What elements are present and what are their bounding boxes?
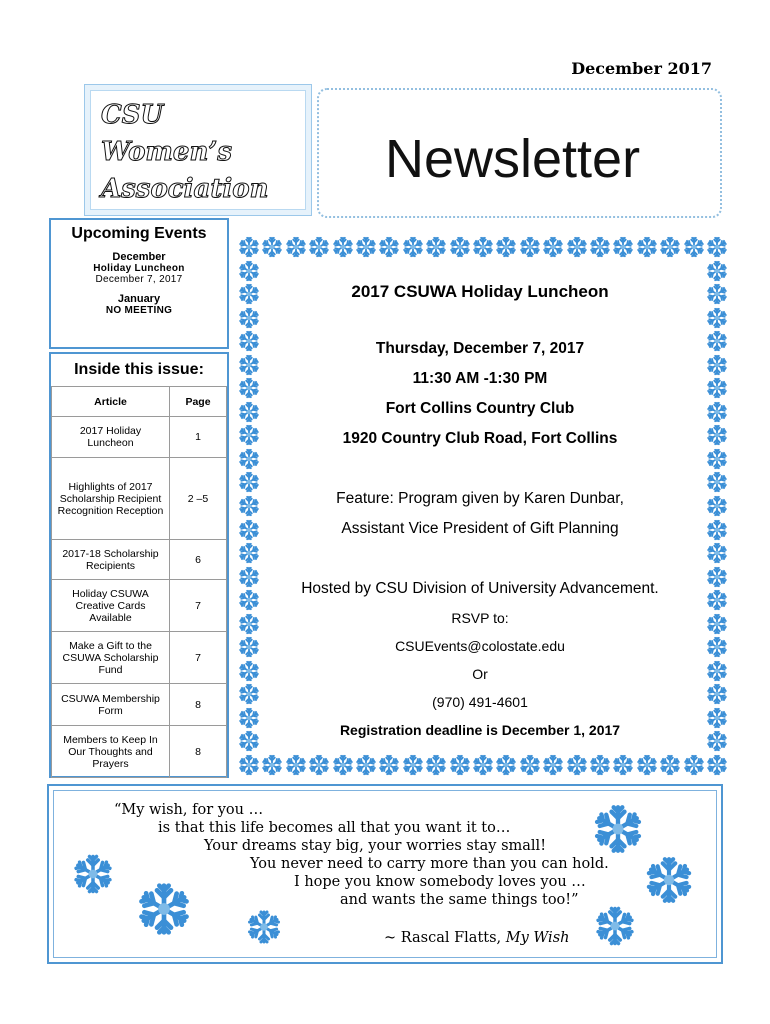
snowflake-icon — [495, 236, 517, 258]
snowflake-icon — [706, 354, 728, 376]
snowflake-icon — [592, 803, 644, 855]
event-month-january: January — [117, 293, 161, 305]
article-cell: 2017 Holiday Luncheon — [52, 417, 170, 458]
snowflake-icon — [706, 495, 728, 517]
table-row — [52, 540, 227, 580]
page-cell: 1 — [170, 417, 227, 458]
snowflake-icon — [355, 754, 377, 776]
snowflake-icon — [706, 330, 728, 352]
article-cell: Highlights of 2017 Scholarship Recipient Recognition Reception — [52, 458, 170, 540]
article-cell: Holiday CSUWA Creative Cards Available — [52, 580, 170, 632]
snowflake-icon — [238, 589, 260, 611]
page-cell: 7 — [170, 580, 227, 632]
event-date: December 7, 2017 — [95, 274, 183, 285]
snowflake-icon — [332, 236, 354, 258]
org-title-line-3: Association — [101, 174, 269, 204]
page-cell: 8 — [170, 684, 227, 726]
org-title-line-2: Women’s — [101, 137, 233, 167]
snowflake-icon — [238, 660, 260, 682]
snowflake-icon — [706, 401, 728, 423]
page-cell: 2 –5 — [170, 458, 227, 540]
contents-table — [51, 386, 227, 778]
snowflake-icon — [644, 855, 694, 905]
page-cell: 8 — [170, 726, 227, 778]
snowflake-icon — [706, 260, 728, 282]
snowflake-icon — [308, 236, 330, 258]
snowflake-icon — [238, 401, 260, 423]
snowflake-icon — [308, 754, 330, 776]
col-page: Page — [170, 387, 227, 417]
snowflake-icon — [706, 542, 728, 564]
snowflake-icon — [706, 424, 728, 446]
snowflake-icon — [238, 683, 260, 705]
quote-line: and wants the same things too!” — [340, 892, 579, 908]
table-row — [52, 632, 227, 684]
table-header-row — [52, 387, 227, 417]
hosted-by: Hosted by CSU Division of University Advancement. — [301, 580, 659, 597]
table-row — [52, 580, 227, 632]
luncheon-title: 2017 CSUWA Holiday Luncheon — [351, 282, 609, 301]
snowflake-icon — [706, 754, 728, 776]
snowflake-icon — [238, 495, 260, 517]
quote-line: Your dreams stay big, your worries stay small! — [204, 838, 547, 854]
rsvp-label: RSVP to: — [451, 610, 509, 626]
snowflake-icon — [378, 236, 400, 258]
event-holiday-luncheon: Holiday Luncheon — [93, 263, 185, 274]
snowflake-icon — [238, 260, 260, 282]
luncheon-venue: Fort Collins Country Club — [385, 400, 575, 417]
col-article: Article — [52, 387, 170, 417]
snowflake-icon — [238, 730, 260, 752]
snowflake-icon — [495, 754, 517, 776]
snowflake-icon — [659, 236, 681, 258]
snowflake-icon — [136, 881, 192, 937]
snowflake-icon — [332, 754, 354, 776]
snowflake-icon — [706, 471, 728, 493]
snowflake-icon — [246, 909, 282, 945]
feature-line-2: Assistant Vice President of Gift Planning — [341, 520, 619, 537]
snowflake-icon — [238, 307, 260, 329]
snowflake-icon — [238, 283, 260, 305]
inside-issue-title: Inside this issue: — [74, 361, 204, 378]
snowflake-icon — [706, 683, 728, 705]
snowflake-icon — [238, 636, 260, 658]
snowflake-icon — [706, 589, 728, 611]
snowflake-icon — [238, 236, 260, 258]
snowflake-icon — [589, 754, 611, 776]
snowflake-icon — [706, 636, 728, 658]
snowflake-icon — [449, 754, 471, 776]
snowflake-icon — [238, 448, 260, 470]
snowflake-icon — [238, 613, 260, 635]
event-month-december: December — [112, 251, 166, 263]
table-row — [52, 726, 227, 778]
newsletter-title: Newsletter — [385, 129, 641, 189]
table-row — [52, 458, 227, 540]
snowflake-icon — [589, 236, 611, 258]
snowflake-icon — [449, 236, 471, 258]
snowflake-icon — [261, 236, 283, 258]
snowflake-icon — [612, 236, 634, 258]
snowflake-icon — [472, 754, 494, 776]
snowflake-icon — [285, 754, 307, 776]
snowflake-icon — [542, 754, 564, 776]
snowflake-icon — [238, 424, 260, 446]
snowflake-icon — [636, 236, 658, 258]
inside-issue-box — [49, 352, 229, 778]
snowflake-icon — [706, 448, 728, 470]
article-cell: CSUWA Membership Form — [52, 684, 170, 726]
registration-deadline: Registration deadline is December 1, 2017 — [339, 722, 621, 738]
luncheon-date: Thursday, December 7, 2017 — [375, 340, 585, 357]
issue-date: December 2017 — [571, 59, 712, 78]
quote-line: is that this life becomes all that you want it to… — [158, 820, 511, 836]
feature-line-1: Feature: Program given by Karen Dunbar, — [336, 490, 624, 507]
snowflake-icon — [706, 283, 728, 305]
snowflake-icon — [659, 754, 681, 776]
snowflake-icon — [425, 236, 447, 258]
snowflake-icon — [706, 707, 728, 729]
newsletter-banner — [317, 88, 722, 218]
quote-line: I hope you know somebody loves you … — [294, 874, 586, 890]
upcoming-events-title: Upcoming Events — [71, 225, 207, 242]
snowflake-icon — [238, 354, 260, 376]
snowflake-icon — [706, 566, 728, 588]
snowflake-icon — [238, 330, 260, 352]
snowflake-icon — [706, 730, 728, 752]
page-cell: 7 — [170, 632, 227, 684]
table-row — [52, 684, 227, 726]
snowflake-icon — [706, 307, 728, 329]
rsvp-phone: (970) 491-4601 — [432, 694, 528, 710]
upcoming-events-box — [49, 218, 229, 349]
quote-attribution: ~ Rascal Flatts, My Wish — [384, 930, 570, 946]
article-cell: 2017-18 Scholarship Recipients — [52, 540, 170, 580]
snowflake-icon — [355, 236, 377, 258]
snowflake-icon — [472, 236, 494, 258]
quote-line: “My wish, for you … — [114, 802, 264, 818]
snowflake-icon — [402, 754, 424, 776]
snowflake-icon — [238, 519, 260, 541]
snowflake-icon — [238, 377, 260, 399]
snowflake-icon — [566, 754, 588, 776]
luncheon-announcement — [262, 262, 698, 744]
event-no-meeting: NO MEETING — [105, 305, 173, 316]
snowflake-icon — [519, 236, 541, 258]
snowflake-icon — [378, 754, 400, 776]
snowflake-icon — [542, 236, 564, 258]
snowflake-icon — [683, 754, 705, 776]
org-title-box — [84, 84, 312, 216]
snowflake-icon — [402, 236, 424, 258]
song-title: My Wish — [505, 930, 570, 946]
snowflake-icon — [261, 754, 283, 776]
snowflake-icon — [425, 754, 447, 776]
quote-box — [47, 784, 723, 964]
table-row — [52, 417, 227, 458]
snowflake-icon — [72, 853, 114, 895]
or-label: Or — [472, 666, 488, 682]
rsvp-email[interactable]: CSUEvents@colostate.edu — [395, 638, 565, 654]
quote-line: You never need to carry more than you can hold. — [250, 856, 609, 872]
snowflake-icon — [683, 236, 705, 258]
snowflake-icon — [706, 660, 728, 682]
page-cell: 6 — [170, 540, 227, 580]
snowflake-icon — [238, 542, 260, 564]
snowflake-icon — [519, 754, 541, 776]
luncheon-address: 1920 Country Club Road, Fort Collins — [342, 430, 618, 447]
snowflake-icon — [706, 519, 728, 541]
snowflake-icon — [238, 707, 260, 729]
snowflake-icon — [636, 754, 658, 776]
snowflake-icon — [238, 754, 260, 776]
org-title-line-1: CSU — [101, 100, 164, 130]
snowflake-icon — [594, 905, 636, 947]
snowflake-icon — [706, 236, 728, 258]
snowflake-icon — [706, 613, 728, 635]
article-cell: Make a Gift to the CSUWA Scholarship Fund — [52, 632, 170, 684]
luncheon-time: 11:30 AM -1:30 PM — [412, 370, 548, 387]
snowflake-icon — [612, 754, 634, 776]
article-cell: Members to Keep In Our Thoughts and Prayers — [52, 726, 170, 778]
snowflake-icon — [238, 566, 260, 588]
snowflake-icon — [706, 377, 728, 399]
snowflake-icon — [566, 236, 588, 258]
snowflake-icon — [285, 236, 307, 258]
snowflake-icon — [238, 471, 260, 493]
